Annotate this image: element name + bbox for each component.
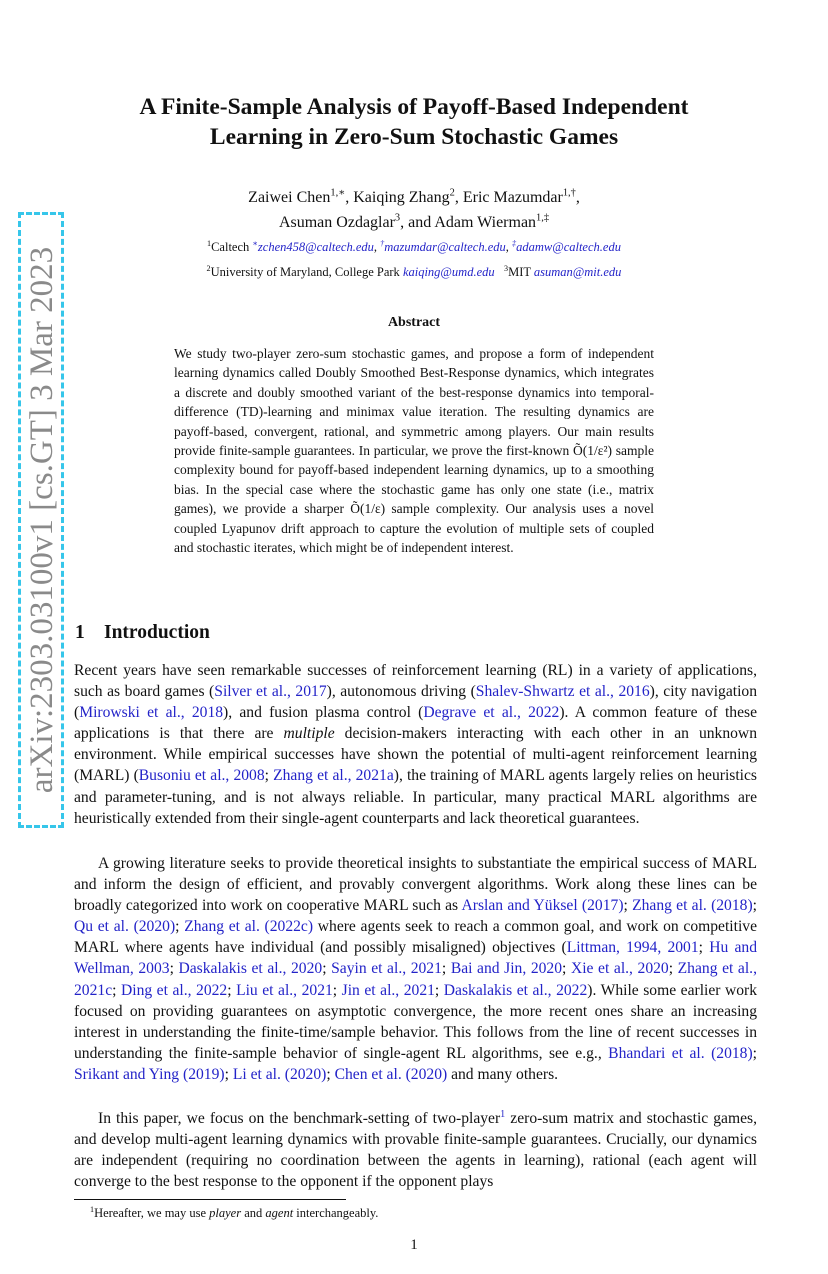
- title-line-1: A Finite-Sample Analysis of Payoff-Based Independent: [139, 94, 689, 120]
- citation-link[interactable]: Silver et al., 2017: [214, 683, 327, 701]
- author-name: and Adam Wierman: [408, 214, 537, 231]
- citation-link[interactable]: Busoniu et al., 2008: [138, 767, 265, 785]
- citation-link[interactable]: Srikant and Ying (2019): [74, 1065, 225, 1083]
- citation-link[interactable]: Zhang et al. (2018): [632, 897, 753, 915]
- author-marker: 1,∗: [330, 187, 346, 199]
- citation-link[interactable]: Mirowski et al., 2018: [79, 704, 224, 722]
- citation-link[interactable]: Zhang et al., 2021c: [74, 960, 757, 999]
- paragraph-1: Recent years have seen remarkable successes of reinforcement learning (RL) in a variety of applications, such as board games (Silver et al., 2017), autonomous driving (Shalev-Shwartz et al., 2016), city navigation (Mirowski et al., 2018), and fusion plasma control (Degrave et al., 2022). A common feature of these applications is that there are multiple decision-makers interacting with each other in an unknown environment. While empirical successes have shown the potential of multi-agent reinforcement learning (MARL) (Busoniu et al., 2008; Zhang et al., 2021a), the training of MARL agents largely relies on heuristics and parameter-tuning, and is not always reliable. In particular, many practical MARL algorithms are heuristically extended from their single-agent counterparts and lack theoretical guarantees.: [74, 662, 758, 827]
- author-marker: 2: [449, 187, 455, 199]
- citation-link[interactable]: Sayin et al., 2021: [331, 960, 442, 978]
- citation-link[interactable]: Daskalakis et al., 2022: [443, 981, 588, 999]
- abstract-heading: Abstract: [387, 315, 441, 330]
- affiliation-caltech: $^1$Caltech ∗zchen458@caltech.edu, †mazumdar@caltech.edu, ‡adamw@caltech.edu: [207, 238, 621, 254]
- author-marker: 1,‡: [536, 212, 550, 224]
- section-number: 1: [75, 622, 85, 643]
- footnote-divider: [74, 1199, 346, 1200]
- citation-link[interactable]: Littman, 1994, 2001: [566, 939, 699, 957]
- paragraph-3: In this paper, we focus on the benchmark-setting of two-player$^1$ zero-sum matrix and stochastic games, and develop multi-agent learning dynamics with provable finite-sample guarantees. Crucially, our dynamics are independent (requiring no coordination between the agents in learning), rational (each agent will converge to the best response to the opponent if the opponent plays: [74, 1108, 757, 1191]
- author-line-1: Zaiwei Chen$^{1,∗}$, Kaiqing Zhang$^2$, Eric Mazumdar$^{1,\dagger}$,: [248, 187, 580, 206]
- citation-link[interactable]: Liu et al., 2021: [236, 981, 333, 999]
- citation-link[interactable]: Zhang et al. (2022c): [184, 918, 314, 936]
- citation-link[interactable]: Bai and Jin, 2020: [450, 960, 563, 978]
- citation-link[interactable]: Jin et al., 2021: [341, 981, 435, 999]
- citation-link[interactable]: Degrave et al., 2022: [423, 704, 560, 722]
- email-link[interactable]: zchen458@caltech.edu: [257, 240, 374, 254]
- section-title: Introduction: [104, 622, 210, 643]
- email-link[interactable]: kaiqing@umd.edu: [402, 265, 495, 279]
- citation-link[interactable]: Shalev-Shwartz et al., 2016: [475, 683, 650, 701]
- author-list: [96, 185, 732, 235]
- citation-link[interactable]: Qu et al. (2020): [74, 918, 176, 936]
- affiliation-name: Caltech: [211, 240, 250, 254]
- math-bound: Õ(1/ε): [350, 501, 386, 517]
- author-name: Eric Mazumdar: [462, 189, 563, 206]
- affiliation-name: University of Maryland, College Park: [210, 265, 400, 279]
- citation-link[interactable]: Daskalakis et al., 2020: [178, 960, 323, 978]
- citation-link[interactable]: Bhandari et al. (2018): [608, 1044, 753, 1062]
- section-heading: [75, 622, 210, 644]
- email-link[interactable]: asuman@mit.edu: [533, 265, 622, 279]
- paper-title: [96, 92, 732, 152]
- author-marker: 3: [394, 212, 401, 224]
- affiliation-name: MIT: [508, 265, 531, 279]
- title-line-2: Learning in Zero-Sum Stochastic Games: [209, 124, 619, 150]
- citation-link[interactable]: Arslan and Yüksel (2017): [461, 897, 624, 915]
- citation-link[interactable]: Chen et al. (2020): [334, 1065, 448, 1083]
- abstract-text: We study two-player zero-sum stochastic games, and propose a form of independent learning dynamics called Doubly Smoothed Best-Response dynamics, which integrates a discrete and doubly smoothed variant of the best-response dynamics into temporal-difference (TD)-learning and minimax value iteration. The resulting dynamics are payoff-based, convergent, rational, and symmetric among players. Our main results provide finite-sample guarantees. In particular, we prove the first-known Õ(1/ε²) sample complexity bound for payoff-based independent learning dynamics, up to a smoothing bias. In the special case where the stochastic game has only one state (i.e., matrix games), we provide a sharper Õ(1/ε) sample complexity. Our analysis uses a novel coupled Lyapunov drift approach to capture the evolution of multiple sets of coupled and stochastic iterates, which might be of independent interest.: [174, 346, 654, 556]
- page-number: 1: [410, 1237, 418, 1253]
- author-marker: 1,†: [562, 187, 576, 199]
- citation-link[interactable]: Xie et al., 2020: [570, 960, 669, 978]
- citation-link[interactable]: Li et al. (2020): [232, 1065, 327, 1083]
- arxiv-identifier: arXiv:2303.03100v1 [cs.GT] 3 Mar 2023: [24, 246, 60, 794]
- citation-link[interactable]: Ding et al., 2022: [120, 981, 228, 999]
- paragraph-2: A growing literature seeks to provide theoretical insights to substantiate the empirical success of MARL and inform the design of efficient, and provably convergent algorithms. Work along these lines can be broadly categorized into work on cooperative MARL such as Arslan and Yüksel (2017); Zhang et al. (2018); Qu et al. (2020); Zhang et al. (2022c) where agents seek to reach a common goal, and work on competitive MARL where agents have individual (and possibly misaligned) objectives (Littman, 1994, 2001; Hu and Wellman, 2003; Daskalakis et al., 2020; Sayin et al., 2021; Bai and Jin, 2020; Xie et al., 2020; Zhang et al., 2021c; Ding et al., 2022; Liu et al., 2021; Jin et al., 2021; Daskalakis et al., 2022). While some earlier work focused on providing guarantees on asymptotic convergence, the more recent ones share an increasing interest in understanding the finite-time/sample behavior. This follows from the line of recent successes in understanding the finite-sample behavior of single-agent RL algorithms, see e.g., Bhandari et al. (2018); Srikant and Ying (2019); Li et al. (2020); Chen et al. (2020) and many others.: [74, 855, 758, 1083]
- author-line-2: Asuman Ozdaglar$^3$, and Adam Wierman$^{1,\ddagger}$: [278, 212, 550, 231]
- author-name: Asuman Ozdaglar: [278, 214, 395, 231]
- author-name: Zaiwei Chen: [248, 189, 331, 206]
- email-link[interactable]: mazumdar@caltech.edu: [384, 240, 506, 254]
- email-link[interactable]: adamw@caltech.edu: [516, 240, 621, 254]
- citation-link[interactable]: Hu and Wellman, 2003: [74, 939, 757, 978]
- footnote-link[interactable]: 1: [500, 1108, 506, 1120]
- affiliation-umd-mit: $^2$University of Maryland, College Park kaiqing@umd.edu $^3$MIT asuman@mit.edu: [206, 263, 622, 279]
- footnote-mark: 1: [90, 1204, 95, 1214]
- footnote: $^1$Hereafter, we may use player and agent interchangeably.: [90, 1204, 379, 1220]
- author-name: Kaiqing Zhang: [353, 189, 450, 206]
- citation-link[interactable]: Zhang et al., 2021a: [273, 767, 394, 785]
- math-bound: Õ(1/ε²): [573, 443, 612, 459]
